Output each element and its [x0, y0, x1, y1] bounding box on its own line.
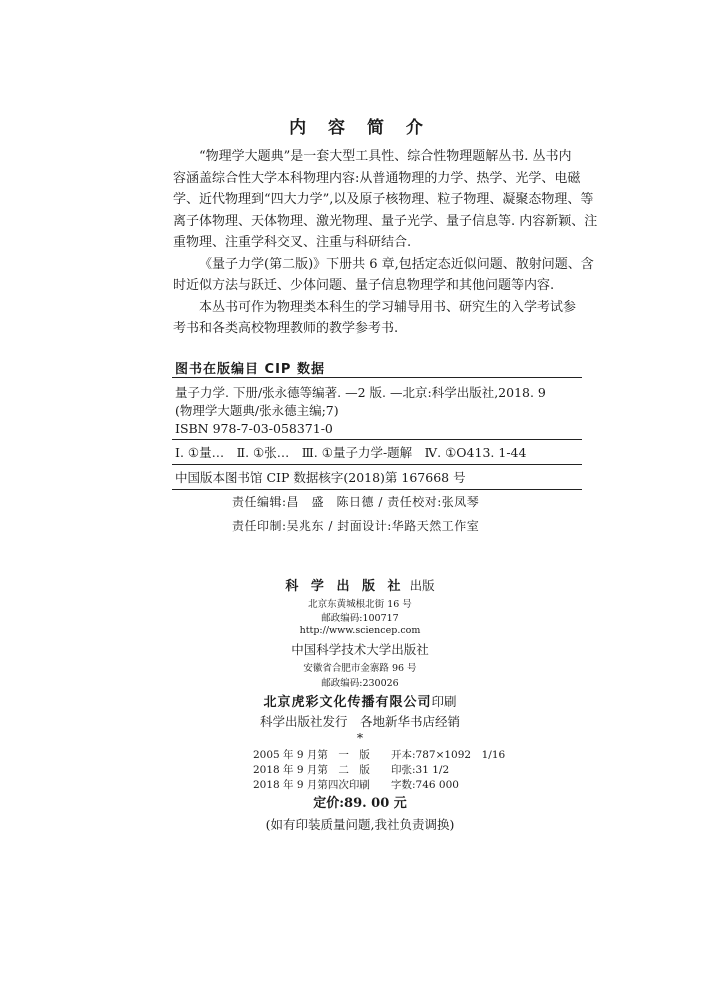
publisher-line — [0, 575, 720, 594]
printer-line — [0, 691, 720, 710]
cip-entry-line: ISBN 978-7-03-058371-0 — [175, 421, 333, 436]
cip-entry-line: 量子力学. 下册/张永德等编著. —2 版. —北京:科学出版社,2018. 9 — [175, 385, 546, 400]
distribution-line: 科学出版社发行 各地新华书店经销 — [259, 714, 460, 729]
cip-rule-lower — [172, 464, 582, 465]
summary-line: 《量子力学(第二版)》下册共 6 章,包括定态近似问题、散射问题、含 — [199, 256, 594, 272]
printer-suffix: 印刷 — [431, 694, 457, 709]
cip-entry — [175, 384, 585, 438]
copublisher-name: 中国科学技术大学出版社 — [291, 642, 429, 657]
publisher-suffix: 出版 — [409, 578, 435, 593]
summary-paragraph-3 — [173, 297, 575, 340]
summary-line: “物理学大题典”是一套大型工具性、综合性物理题解丛书. 丛书内 — [199, 149, 572, 164]
summary-paragraph-2 — [173, 254, 594, 297]
edition-row — [253, 748, 505, 762]
summary-line: 容涵盖综合性大学本科物理内容:从普通物理的力学、热学、光学、电磁 — [173, 170, 581, 186]
printer-name: 北京虎彩文化传播有限公司 — [263, 695, 432, 710]
edition-spec: 印张:31 1/2 — [391, 764, 450, 776]
price: 定价:89. 00 元 — [313, 796, 407, 811]
edition-date: 2018 年 9 月第四次印刷 — [253, 779, 370, 791]
summary-line: 本丛书可作为物理类本科生的学习辅导用书、研究生的入学考试参 — [199, 299, 577, 315]
publisher-address: 北京东黄城根北街 16 号 — [308, 599, 412, 610]
summary-line: 时近似方法与跃迁、少体问题、量子信息物理学和其他问题等内容. — [173, 278, 555, 293]
edition-row — [253, 778, 459, 792]
cip-classification: Ⅰ. ①量… Ⅱ. ①张… Ⅲ. ①量子力学-题解 Ⅳ. ①O413. 1-44 — [175, 445, 527, 460]
edition-row — [253, 763, 449, 777]
publisher-name: 科 学 出 版 社 — [285, 579, 405, 594]
cip-entry-line: (物理学大题典/张永德主编;7) — [175, 403, 339, 418]
editor-credits: 责任编辑:昌 盛 陈日德 / 责任校对:张凤琴 — [232, 495, 480, 509]
cip-rule-bottom — [172, 489, 582, 490]
quality-note: (如有印装质量问题,我社负责调换) — [265, 817, 455, 832]
summary-line: 离子体物理、天体物理、激光物理、量子光学、量子信息等. 内容新颖、注 — [173, 213, 598, 229]
publisher-postcode: 邮政编码:100717 — [321, 613, 399, 624]
edition-date: 2005 年 9 月第 一 版 — [253, 749, 370, 761]
edition-date: 2018 年 9 月第 二 版 — [253, 764, 370, 776]
production-credits: 责任印制:吴兆东 / 封面设计:华路天然工作室 — [232, 519, 480, 533]
summary-line: 学、近代物理到“四大力学”,以及原子核物理、粒子物理、凝聚态物理、等 — [173, 192, 594, 207]
cip-record: 中国版本图书馆 CIP 数据核字(2018)第 167668 号 — [175, 470, 466, 485]
cip-heading: 图书在版编目 CIP 数据 — [175, 362, 325, 377]
copublisher-postcode: 邮政编码:230026 — [321, 678, 399, 689]
summary-line: 考书和各类高校物理教师的教学参考书. — [173, 321, 399, 336]
edition-spec: 开本:787×1092 1/16 — [391, 749, 506, 761]
copublisher-address: 安徽省合肥市金寨路 96 号 — [303, 663, 417, 674]
separator-asterisk: * — [356, 730, 364, 745]
cip-rule-top — [172, 377, 582, 378]
cip-rule-mid — [172, 439, 582, 440]
publisher-url: http://www.sciencep.com — [299, 625, 421, 636]
summary-paragraph-1 — [173, 146, 598, 254]
summary-text — [173, 146, 598, 340]
summary-line: 重物理、注重学科交叉、注重与科研结合. — [173, 235, 412, 250]
page-title: 内 容 简 介 — [289, 118, 431, 138]
edition-spec: 字数:746 000 — [391, 779, 459, 791]
